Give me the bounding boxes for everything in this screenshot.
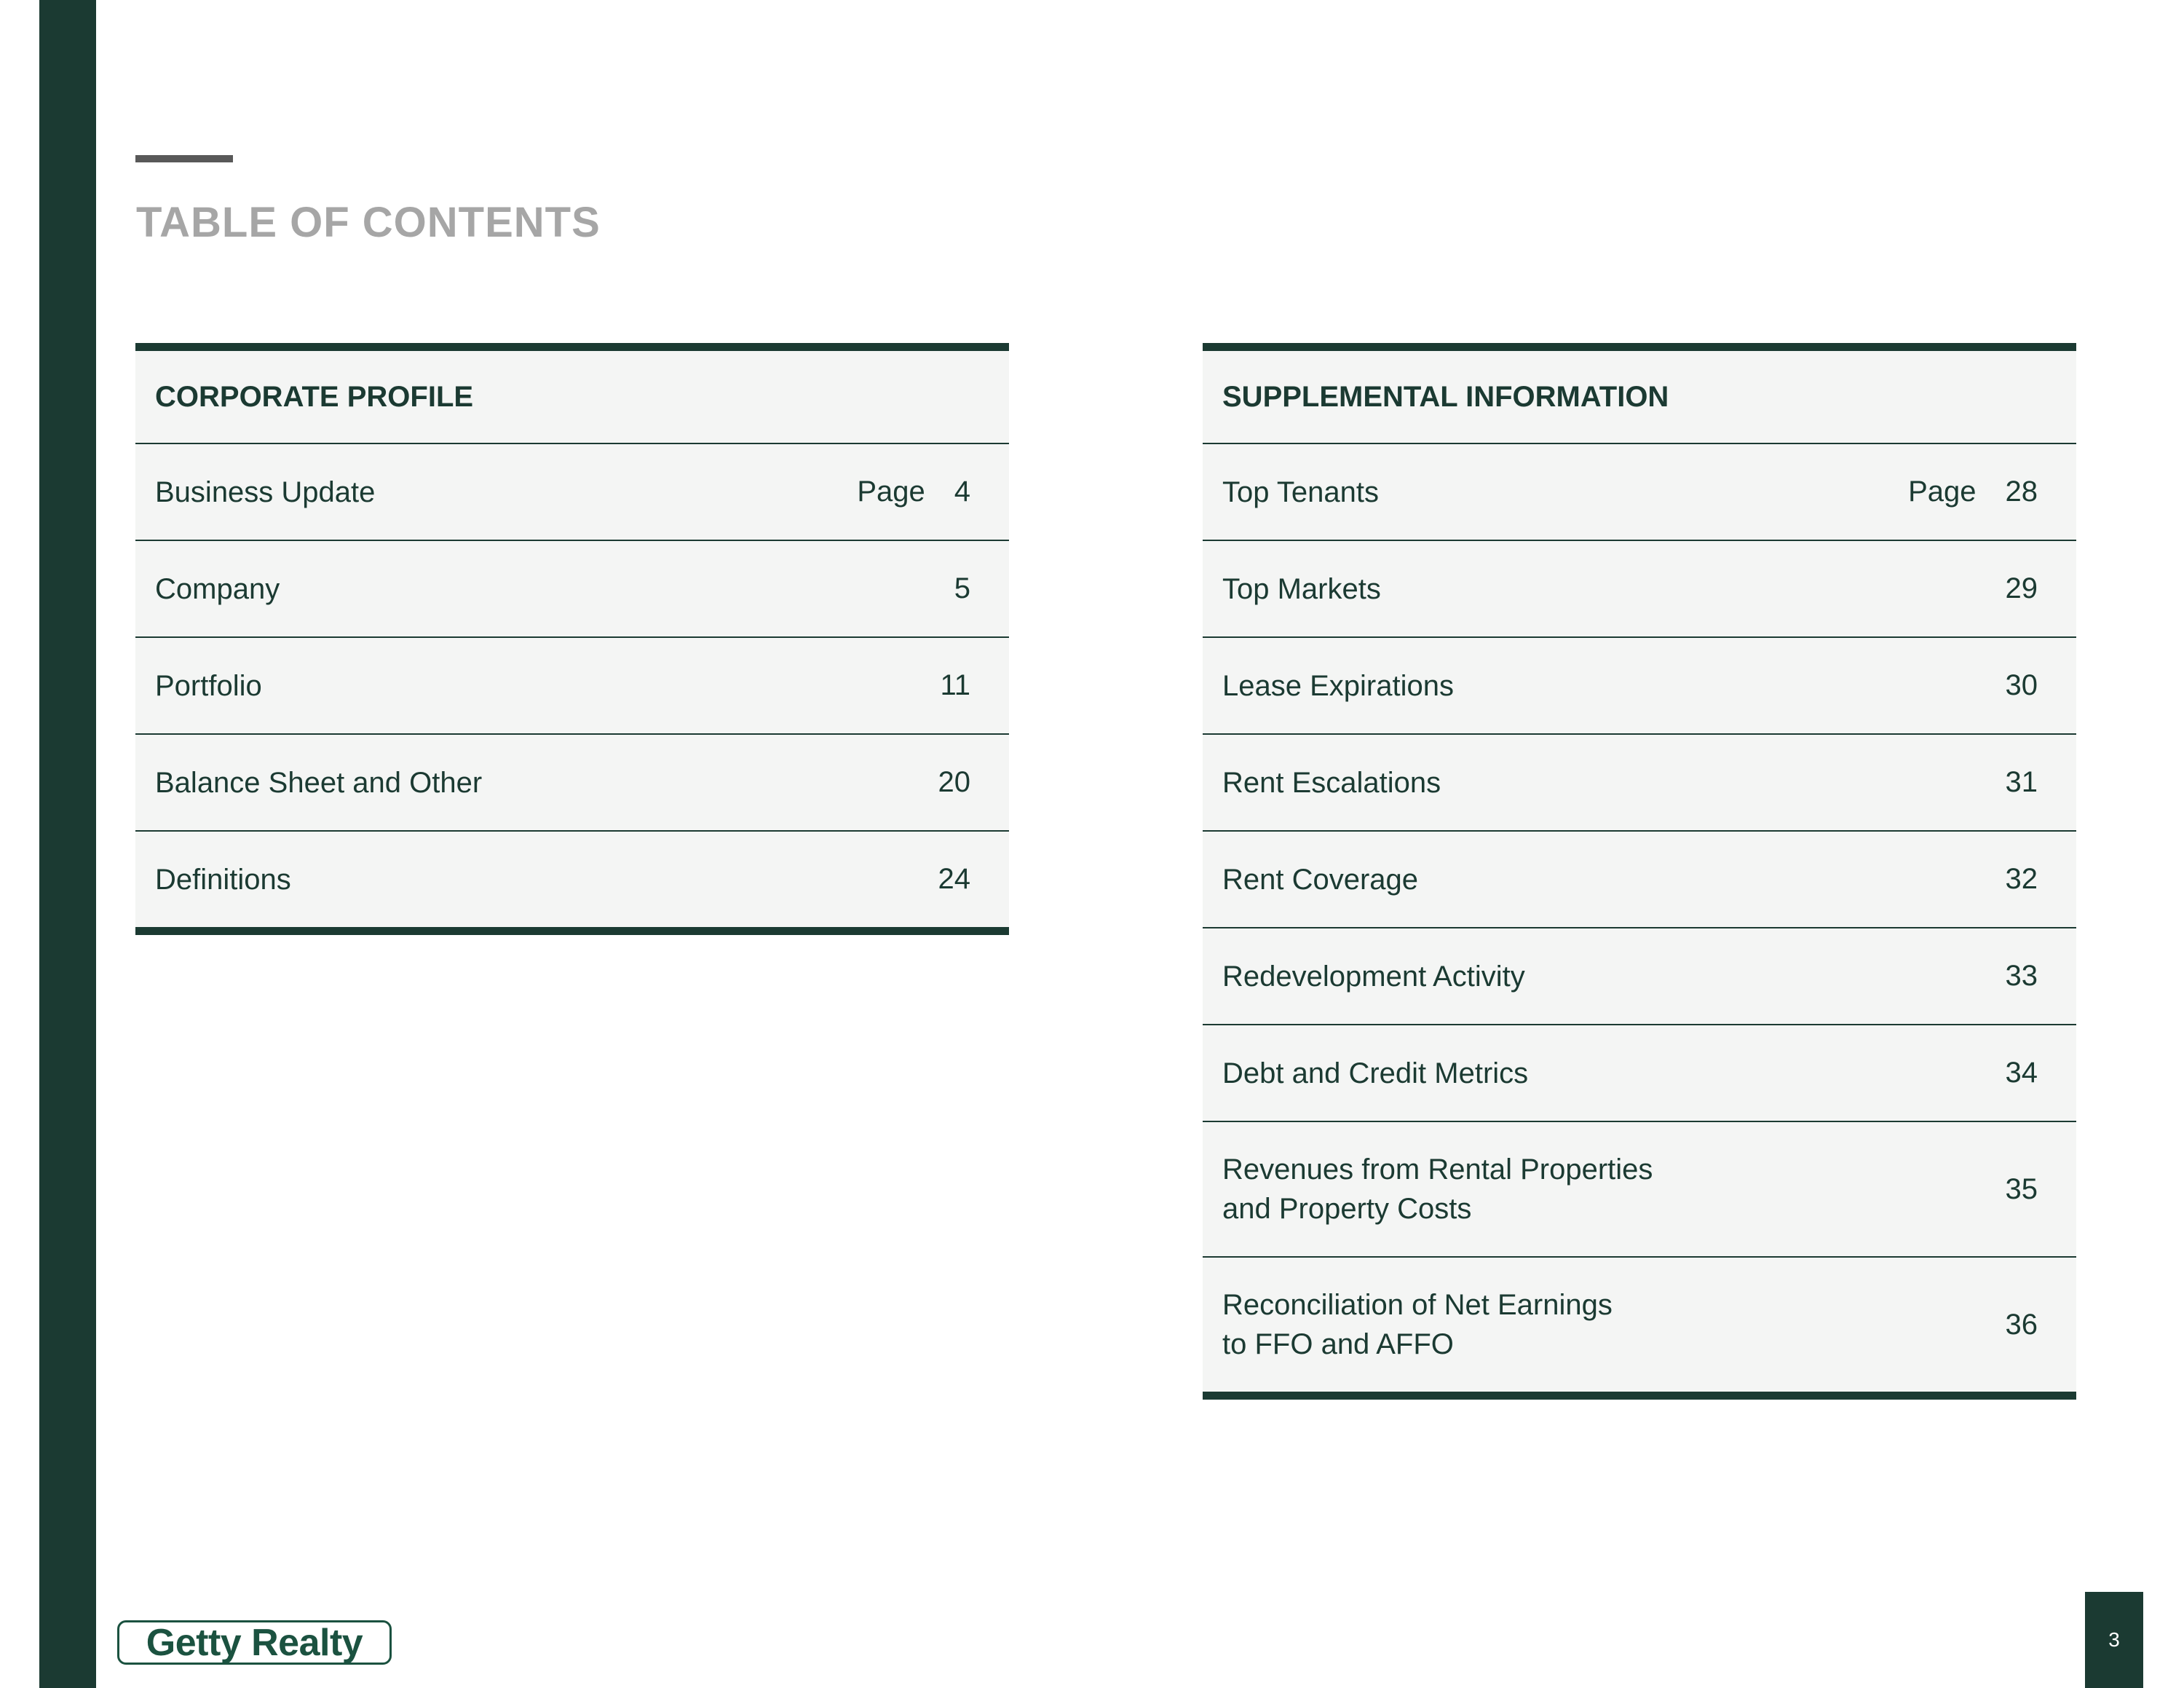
toc-row-label: Redevelopment Activity: [1222, 960, 1525, 993]
page-number-badge: 3: [2085, 1592, 2143, 1688]
toc-row-label-line: Reconciliation of Net Earnings: [1222, 1289, 1613, 1321]
page-number: 35: [2005, 1172, 2038, 1205]
page-number: 30: [2005, 669, 2038, 701]
page-number: 36: [2005, 1308, 2038, 1341]
toc-row-label: Lease Expirations: [1222, 669, 1454, 702]
toc-row-reconciliation-ffo-affo[interactable]: [1203, 1258, 2076, 1392]
toc-row-label-line: Revenues from Rental Properties: [1222, 1153, 1653, 1186]
corporate-profile-header: CORPORATE PROFILE: [135, 351, 1009, 444]
page-word: Page: [857, 476, 925, 508]
toc-row-lease-expirations[interactable]: [1203, 638, 2076, 735]
toc-row-rent-escalations[interactable]: [1203, 735, 2076, 832]
title-rule: [135, 155, 233, 162]
toc-row-label: Debt and Credit Metrics: [1222, 1057, 1529, 1089]
page-number: 28: [2005, 476, 2038, 508]
page-number: 34: [2005, 1057, 2038, 1089]
toc-row-label: Business Update: [155, 476, 376, 508]
toc-row-label: Balance Sheet and Other: [155, 766, 483, 799]
page-number: 29: [2005, 572, 2038, 604]
page-title: TABLE OF CONTENTS: [136, 199, 601, 246]
toc-row-revenues-rental-properties[interactable]: [1203, 1122, 2076, 1258]
toc-row-rent-coverage[interactable]: [1203, 832, 2076, 928]
toc-row-balance-sheet[interactable]: [135, 735, 1009, 832]
toc-row-label: Definitions: [155, 863, 291, 896]
toc-row-top-markets[interactable]: [1203, 541, 2076, 638]
toc-row-portfolio[interactable]: [135, 638, 1009, 735]
toc-row-top-tenants[interactable]: [1203, 444, 2076, 541]
page-number: 24: [938, 863, 970, 895]
supplemental-information-header: SUPPLEMENTAL INFORMATION: [1203, 351, 2076, 444]
toc-row-page: [1908, 476, 2038, 508]
toc-row-label: Company: [155, 572, 280, 605]
page-number: 20: [938, 766, 970, 798]
toc-row-redevelopment-activity[interactable]: [1203, 928, 2076, 1025]
page-number: 11: [940, 669, 970, 701]
page-number: 5: [954, 572, 970, 604]
toc-row-label-line: to FFO and AFFO: [1222, 1328, 1454, 1360]
page-number: 32: [2005, 863, 2038, 895]
toc-row-label: Top Markets: [1222, 572, 1381, 605]
left-accent-bar: [39, 0, 96, 1688]
toc-row-label: Top Tenants: [1222, 476, 1379, 508]
toc-row-debt-credit-metrics[interactable]: [1203, 1025, 2076, 1122]
page-word: Page: [1908, 476, 1977, 508]
page-number: 4: [954, 476, 970, 508]
toc-row-definitions[interactable]: [135, 832, 1009, 927]
toc-row-label-line: and Property Costs: [1222, 1193, 1472, 1225]
toc-row-company[interactable]: [135, 541, 1009, 638]
supplemental-information-table: [1203, 343, 2076, 1400]
page-number: 33: [2005, 960, 2038, 992]
toc-row-label: [1222, 1150, 1653, 1228]
toc-row-page: [857, 476, 970, 508]
toc-row-label: Rent Escalations: [1222, 766, 1441, 799]
toc-row-label: [1222, 1285, 1613, 1364]
corporate-profile-table: [135, 343, 1009, 935]
getty-realty-logo: Getty Realty: [117, 1620, 392, 1665]
page-number: 31: [2005, 766, 2038, 798]
toc-row-business-update[interactable]: [135, 444, 1009, 541]
toc-row-label: Portfolio: [155, 669, 262, 702]
toc-row-label: Rent Coverage: [1222, 863, 1419, 896]
